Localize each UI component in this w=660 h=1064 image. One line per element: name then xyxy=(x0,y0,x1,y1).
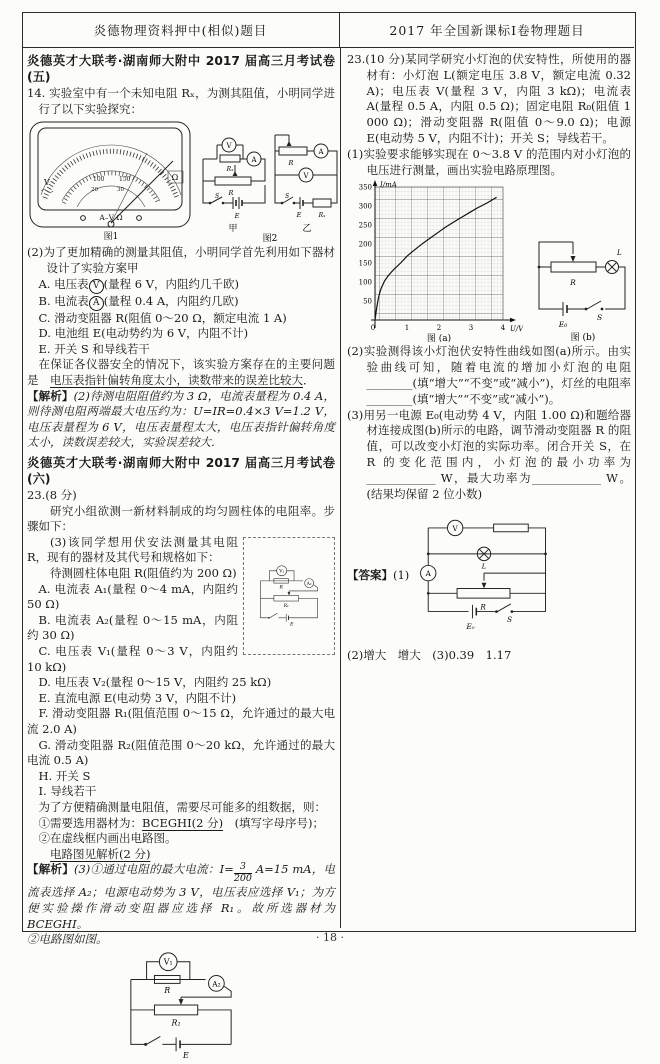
item-E: E. 开关 S 和导线若干 xyxy=(38,341,150,356)
jiexi3-label: 【解析】 xyxy=(27,862,74,877)
item-23F: F. 滑动变阻器 R₁(阻值范围 0～15 Ω，允许通过的最大电流 2.0 A) xyxy=(27,706,335,736)
header-left-title: 炎德物理资料押中(相似)题目 xyxy=(22,12,340,47)
figure-circuits-jia-yi xyxy=(197,119,343,243)
paragraph-q23-head: 23.(8 分) xyxy=(27,488,77,503)
item-23G: G. 滑动变阻器 R₂(阻值范围 0～20 kΩ，允许通过的最大电流 0.5 A) xyxy=(27,737,335,768)
paragraph-jiexi2 xyxy=(27,389,335,451)
a2-meter-label2: A₂ xyxy=(212,979,221,989)
paragraph-q2-problem xyxy=(27,357,335,388)
rheostat-label-yi: R xyxy=(288,159,294,168)
ytick-200: 200 xyxy=(358,240,372,249)
left-column xyxy=(27,52,335,1064)
ammeter-label-yi: A xyxy=(318,148,324,157)
xtick-0: 0 xyxy=(370,324,376,333)
voltmeter-label-yi: V xyxy=(303,172,309,181)
y-axis-label: I/mA xyxy=(380,181,397,190)
paragraph-r23-3: (3)用另一电源 E₀(电动势 4 V，内阻 1.00 Ω)和题给器材连接成图(b)所示的电路，调节滑动变阻器 R 的阻值，可以改变小灯泡的实际功率。闭合开关 S，在 R 的变化范围内，小灯泡的最小功率为____________ W，最大功率为____________ W。(结果均保留 2 位小数) xyxy=(347,407,631,501)
paragraph-jiexi3-2: ②电路图如图。 xyxy=(27,932,108,947)
av-ohm-label: A–V Ω xyxy=(99,213,123,223)
answer-2-3: (2)增大 增大 (3)0.39 1.17 xyxy=(347,648,512,663)
figure1-caption: 图1 xyxy=(103,232,119,243)
ammeter-symbol: A xyxy=(89,296,104,311)
paragraph-r23: 23.(10 分)某同学研究小灯泡的伏安特性，所使用的器材有：小灯泡 L(额定电压 3.8 V，额定电流 0.32 A)；电压表 V(量程 3 V，内阻 3 kΩ)；电流表 A(量程 0.5 A，内阻 0.5 Ω)；固定电阻 R₀(阻值 1 000 Ω)；滑动变阻器 R(阻值 0～9.0 Ω)；电源 E(电动势 5 V，内阻不计)；开关 S；导线若干。 xyxy=(347,52,631,145)
solution-circuit xyxy=(107,948,255,1064)
item-B xyxy=(27,294,335,311)
scale-number-100: 100 xyxy=(93,176,105,184)
q2-answer-underlined: 电压表指针偏转角度太小，读数带来的误差比较大 xyxy=(50,372,303,387)
graph-and-circuit-row xyxy=(347,180,631,342)
blank1-pre: ①需要选用器材为： xyxy=(38,815,142,830)
q2-period: ． xyxy=(303,372,315,387)
rx-label-yi: Rₓ xyxy=(318,212,326,220)
switch-label: S xyxy=(215,193,220,201)
jiexi3-pre: (3)①通过电阻的最大电流：I= xyxy=(73,862,234,877)
item-23H: H. 开关 S xyxy=(38,768,91,783)
r-box-label2: R xyxy=(164,985,171,995)
ytick-250: 250 xyxy=(358,221,372,230)
item-B-spec: (量程 0.4 A，内阻约几欧) xyxy=(103,293,239,308)
scale-number-30: 30 xyxy=(117,187,124,194)
ytick-100: 100 xyxy=(358,278,372,287)
paragraph-q23-blank1 xyxy=(27,816,335,832)
item-23D: D. 电压表 V₂(量程 0～15 V，内阻约 25 kΩ) xyxy=(38,675,272,690)
circuit-b-figure xyxy=(529,224,633,342)
jiexi-label: 【解析】 xyxy=(27,388,74,403)
ammeter-label: A xyxy=(251,156,257,165)
right-column xyxy=(347,52,631,664)
paragraph-q2-intro: (2)为了更加精确的测量其阻值，小明同学首先利用如下器材设计了实验方案甲 xyxy=(27,245,335,275)
e0-label: E₀ xyxy=(558,320,568,330)
ans-lamp-label: L xyxy=(482,562,487,571)
xtick-3: 3 xyxy=(468,324,474,333)
xtick-2: 2 xyxy=(436,324,442,333)
item-A xyxy=(27,277,335,294)
r1-box-label: R₁ xyxy=(283,604,289,610)
rb-label: R xyxy=(570,278,576,288)
blank1-answer: BCEGHI(2 分) xyxy=(142,815,224,830)
paragraph-q23-blank2: ②在虚线框内画出电路图。 xyxy=(38,831,177,846)
item-23I: I. 导线若干 xyxy=(38,784,97,799)
item-B-text: B. 电流表 xyxy=(38,293,89,308)
scale-number-20: 20 xyxy=(91,187,98,194)
e-batt-label2: E xyxy=(183,1050,189,1060)
xtick-4: 4 xyxy=(500,324,506,333)
v1-meter-label: V₁ xyxy=(279,569,285,575)
iv-graph xyxy=(347,180,523,342)
answer-label-wrap xyxy=(347,568,409,584)
answer-label: 【答案】 xyxy=(347,568,393,583)
fraction-denominator: 200 xyxy=(233,873,252,885)
paragraph-q23-req: 为了方便精确测量电阻值，需要尽可能多的组数据，则： xyxy=(38,799,326,814)
scale-number-150: 150 xyxy=(119,176,131,184)
jiexi2-text: (2)待测电阻阻值约为 3 Ω，电流表量程为 0.4 A，则待测电阻两端最大电压约为：U=IR=0.4×3 V=1.2 V，电压表量程为 6 V，电压表量程太大，电压表指针偏转角度太小，读数误差较大，实验误差较大． xyxy=(27,388,335,450)
volt-label: V xyxy=(44,178,50,188)
battery-label: E xyxy=(234,212,240,221)
ans-s-label: S xyxy=(507,615,513,625)
battery-label-yi: E xyxy=(296,211,302,220)
jiexi3-post: A=15 mA，电流表选择 A₂；电源电动势为 3 V，电压表应选择 V₁；为方便实验操作滑动变阻器应选择 R₁。故所选器材为 BCEGHI。 xyxy=(27,862,336,931)
page-number: · 18 · xyxy=(316,931,344,944)
section-title-exam6: 炎德英才大联考·湖南师大附中 2017 届高三月考试卷(六) xyxy=(27,455,335,486)
ans-e0-label: E₀ xyxy=(466,622,475,632)
dashed-answer-box xyxy=(243,537,335,655)
iv-graph-figure xyxy=(347,180,523,342)
x-axis-label: U/V xyxy=(510,325,523,334)
paragraph-jiexi3 xyxy=(27,862,335,932)
answer-circuit xyxy=(409,512,559,640)
solution-circuit-wrap xyxy=(27,948,335,1064)
ohm-label: Ω xyxy=(171,173,179,183)
paragraph-q23-R: 待测圆柱体电阻 R(阻值约为 200 Ω) xyxy=(50,566,237,581)
voltmeter-label: V xyxy=(226,142,232,151)
item-23C: C. 电压表 V₁(量程 0～3 V，内阻约 10 kΩ) xyxy=(27,644,238,674)
rx-label: Rₓ xyxy=(226,166,234,174)
jia-caption: 甲 xyxy=(228,224,238,235)
a2-meter-label: A₂ xyxy=(306,580,312,586)
circuit2-figure xyxy=(197,119,343,243)
circuit-b xyxy=(529,224,633,342)
fraction-numerator: 3 xyxy=(234,862,252,874)
yi-caption: 乙 xyxy=(302,224,312,235)
blank1-post: (填写字母序号)； xyxy=(234,815,325,830)
section-title-exam5: 炎德英才大联考·湖南师大附中 2017 届高三月考试卷(五) xyxy=(27,54,335,84)
rheostat-label: R xyxy=(228,189,234,198)
v1-meter-label2: V₁ xyxy=(163,957,173,967)
item-C: C. 滑动变阻器 R(阻值 0～20 Ω，额定电流 1 A) xyxy=(38,310,287,325)
voltmeter-symbol: V xyxy=(89,279,104,294)
fraction xyxy=(234,862,252,885)
ytick-50: 50 xyxy=(363,297,372,306)
r-box-label: R xyxy=(279,585,283,591)
dashed-box-circuit xyxy=(247,543,331,649)
paragraph-r23-2: (2)实验测得该小灯泡伏安特性曲线如图(a)所示。由实验曲线可知，随着电流的增加小灯泡的电阻________(填“增大”“不变”或“减小”)，灯丝的电阻率________(填“增大”“不变”或“减小”)。 xyxy=(347,344,631,406)
r1-box-label2: R₁ xyxy=(171,1018,181,1028)
item-23A: A. 电流表 A₁(量程 0～4 mA，内阻约 50 Ω) xyxy=(27,581,238,612)
switch-label-yi: S xyxy=(285,193,290,201)
figure-row-meter-circuits xyxy=(27,119,335,243)
item-A-spec: (量程 6 V，内阻约几千欧) xyxy=(103,276,240,291)
xtick-1: 1 xyxy=(404,324,410,333)
paragraph-r23-1: (1)实验要求能够实现在 0～3.8 V 的范围内对小灯泡的电压进行测量，画出实验电路原理图。 xyxy=(347,146,631,177)
figure-b-caption: 图 (b) xyxy=(570,333,596,343)
ans-a-label: A xyxy=(425,569,432,579)
figure2-caption: 图2 xyxy=(262,234,278,244)
q2-problem-text: 在保证各仪器安全的情况下，该实验方案存在的主要问题是 xyxy=(27,357,335,387)
figure-multimeter xyxy=(27,119,193,243)
ytick-300: 300 xyxy=(358,202,372,211)
item-A-text: A. 电压表 xyxy=(38,276,89,291)
ans-v-label: V xyxy=(452,524,459,534)
item-23B: B. 电流表 A₂(量程 0～15 mA，内阻约 30 Ω) xyxy=(27,612,238,643)
ytick-150: 150 xyxy=(358,259,372,268)
answer-row xyxy=(347,512,631,640)
table-header-row xyxy=(22,12,634,48)
header-right-title: 2017 年全国新课标Ⅰ卷物理题目 xyxy=(389,22,585,38)
paragraph-q23-3: (3)该同学想用伏安法测量其电阻 R，现有的器材及其代号和规格如下： xyxy=(27,534,238,565)
item-23E: E. 直流电源 E(电动势 3 V，内阻不计) xyxy=(38,690,237,705)
item-D: D. 电池组 E(电动势约为 6 V，内阻不计) xyxy=(38,326,249,341)
blank2-answer: 电路图见解析(2 分) xyxy=(50,846,151,861)
sb-label: S xyxy=(597,313,603,323)
figure-a-caption: 图 (a) xyxy=(426,334,452,343)
ans-r-label: R xyxy=(480,602,487,612)
paragraph-q23-intro: 研究小组欲测一新材料制成的均匀圆柱体的电阻率。步骤如下： xyxy=(27,503,335,534)
e-batt-label: E xyxy=(290,622,294,628)
ytick-350: 350 xyxy=(358,183,372,192)
paragraph-q14: 14. 实验室中有一个未知电阻 Rₓ，为测其阻值，小明同学进行了以下实验探究： xyxy=(27,86,335,116)
answer-1-label: (1) xyxy=(393,568,410,583)
lamp-label: L xyxy=(617,249,622,258)
multimeter-figure xyxy=(27,119,193,243)
